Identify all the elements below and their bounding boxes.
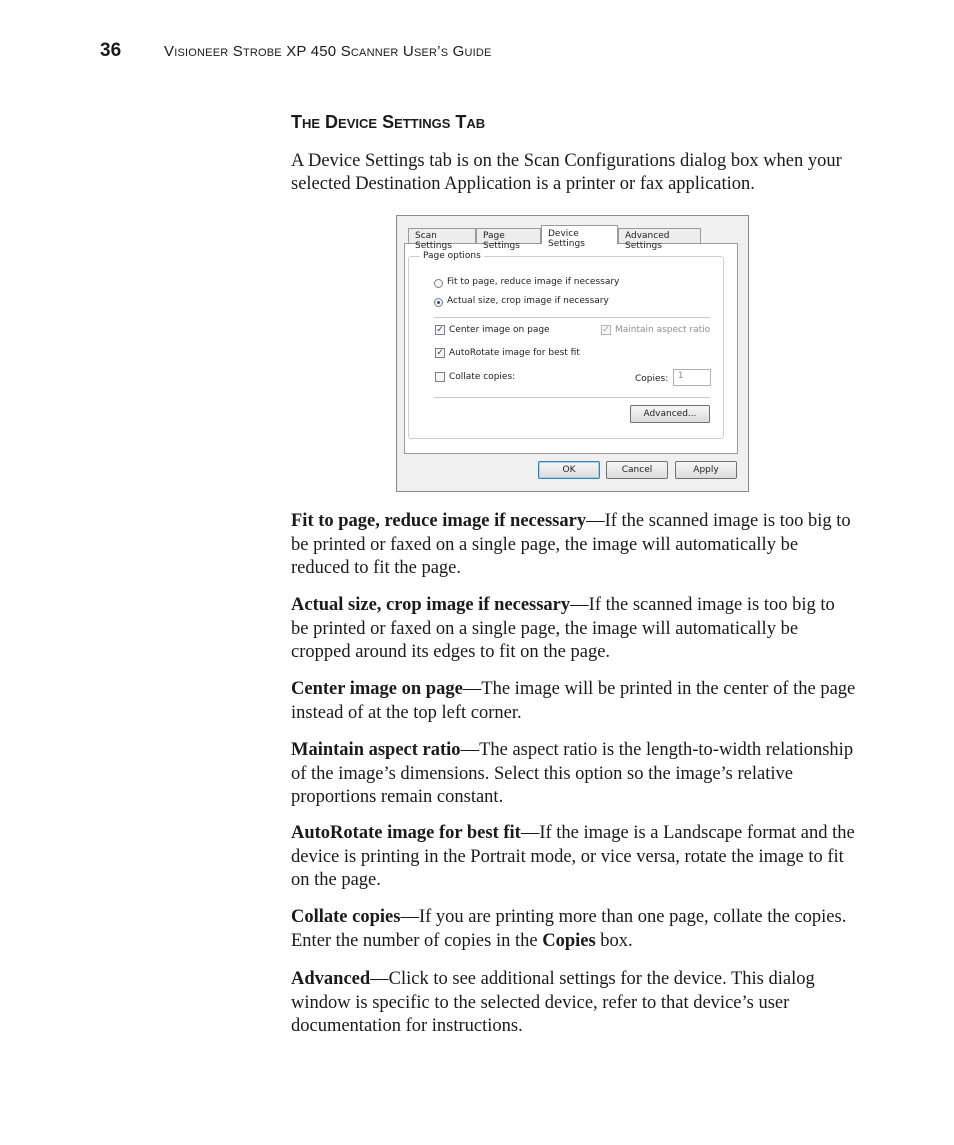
actual-size-term: Actual size, crop image if necessary [291, 595, 571, 615]
actual-size-description [291, 594, 856, 665]
tab-page-settings[interactable]: Page Settings [476, 228, 541, 243]
device-settings-dialog [396, 215, 749, 492]
autorotate-description [291, 822, 856, 893]
tab-scan-settings[interactable]: Scan Settings [408, 228, 476, 243]
maintain-aspect-text: —The aspect ratio is the length-to-width relationship of the image’s dimensions. Select this option so the image’s relative proportions remain constant. [291, 740, 854, 807]
running-header [100, 40, 492, 62]
center-image-label: Center image on page [449, 325, 550, 335]
fit-to-page-radio[interactable] [434, 279, 443, 288]
tab-device-settings[interactable]: Device Settings [541, 225, 618, 244]
fit-to-page-label: Fit to page, reduce image if necessary [447, 277, 620, 287]
page-number: 36 [100, 40, 122, 61]
center-image-term: Center image on page [291, 679, 463, 699]
fit-to-page-term: Fit to page, reduce image if necessary [291, 511, 587, 531]
tab-advanced-settings[interactable]: Advanced Settings [618, 228, 701, 243]
separator-top [434, 317, 710, 318]
copies-input[interactable]: 1 [673, 369, 711, 386]
actual-size-text: —If the scanned image is too big to be printed or faxed on a single page, the image will automatically be cropped around its edges to fit on the page. [291, 595, 835, 662]
advanced-button[interactable]: Advanced... [630, 405, 710, 423]
autorotate-term: AutoRotate image for best fit [291, 823, 521, 843]
collate-text: —If you are printing more than one page, collate the copies. Enter the number of copies in the [291, 907, 847, 951]
page-options-label: Page options [420, 251, 484, 261]
fit-to-page-text: —If the scanned image is too big to be printed or faxed on a single page, the image will automatically be reduced to fit the page. [291, 511, 851, 578]
collate-label: Collate copies: [449, 372, 516, 382]
autorotate-text: —If the image is a Landscape format and the device is printing in the Portrait mode, or vice versa, rotate the image to fit on the page. [291, 823, 855, 890]
separator-bottom [434, 397, 710, 398]
copies-term: Copies [542, 930, 596, 951]
center-image-description [291, 678, 856, 725]
advanced-term: Advanced [291, 969, 371, 989]
actual-size-label: Actual size, crop image if necessary [447, 296, 609, 306]
section-title: The Device Settings Tab [291, 112, 486, 132]
maintain-aspect-description [291, 739, 856, 810]
autorotate-label: AutoRotate image for best fit [449, 348, 580, 358]
collate-checkbox[interactable] [435, 372, 445, 382]
maintain-aspect-term: Maintain aspect ratio [291, 740, 461, 760]
collate-text-end: box. [595, 930, 633, 951]
actual-size-radio[interactable] [434, 298, 443, 307]
center-image-checkbox[interactable]: ✓ [436, 325, 444, 335]
advanced-text: —Click to see additional settings for the device. This dialog window is specific to the selected device, refer to that device’s user documentation for instructions. [291, 969, 815, 1036]
copies-label: Copies: [635, 374, 669, 384]
maintain-aspect-checkbox[interactable]: ✓ [602, 325, 610, 335]
fit-to-page-description [291, 510, 856, 581]
collate-description [291, 906, 856, 953]
intro-paragraph: A Device Settings tab is on the Scan Configurations dialog box when your selected Destination Application is a printer or fax application. [291, 151, 842, 194]
center-image-text: —The image will be printed in the center of the page instead of at the top left corner. [291, 679, 856, 723]
collate-term: Collate copies [291, 907, 401, 927]
autorotate-checkbox[interactable]: ✓ [436, 348, 444, 358]
maintain-aspect-label: Maintain aspect ratio [615, 325, 711, 335]
ok-button[interactable]: OK [538, 461, 600, 479]
running-head-title: Visioneer Strobe XP 450 Scanner User’s Guide [164, 43, 492, 60]
advanced-description [291, 968, 856, 1039]
cancel-button[interactable]: Cancel [606, 461, 668, 479]
apply-button[interactable]: Apply [675, 461, 737, 479]
